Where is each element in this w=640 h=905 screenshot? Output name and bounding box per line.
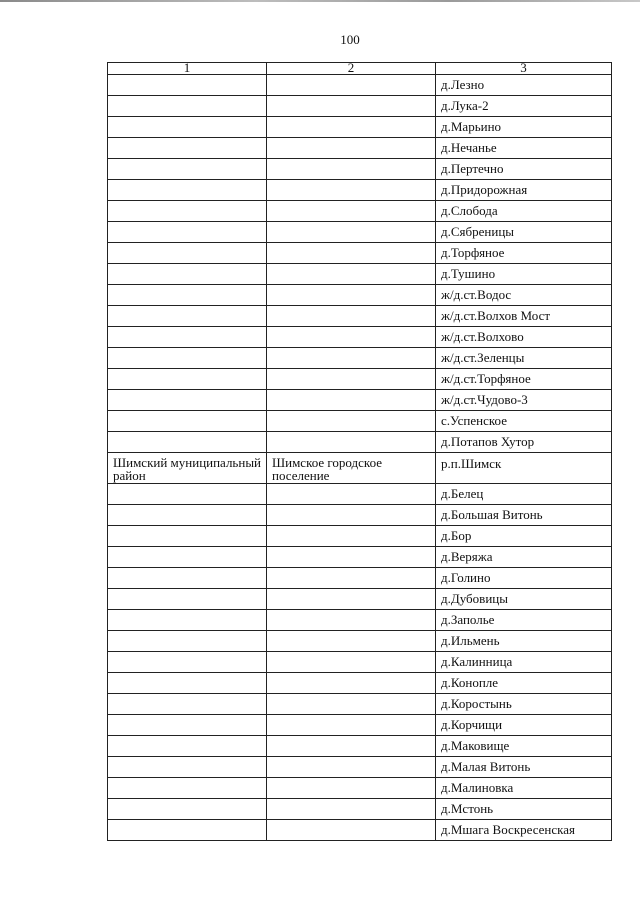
district-cell: [108, 589, 267, 610]
table-row: [108, 715, 612, 736]
settlement-cell: [267, 694, 436, 715]
settlement-cell: [267, 526, 436, 547]
locality-cell: д.Мшага Воскресенская: [436, 820, 612, 841]
table-row: [108, 736, 612, 757]
settlement-cell: [267, 589, 436, 610]
locality-cell: ж/д.ст.Водос: [436, 285, 612, 306]
settlement-cell: [267, 369, 436, 390]
settlement-cell: [267, 631, 436, 652]
settlement-cell: [267, 243, 436, 264]
settlement-cell: [267, 285, 436, 306]
district-cell: [108, 736, 267, 757]
settlement-cell: [267, 264, 436, 285]
settlement-cell: [267, 159, 436, 180]
table-row: [108, 757, 612, 778]
table-row: [108, 138, 612, 159]
settlement-cell: [267, 547, 436, 568]
locality-cell: ж/д.ст.Волхов Мост: [436, 306, 612, 327]
table-row: [108, 799, 612, 820]
settlement-cell: Шимское городское поселение: [267, 453, 436, 484]
settlement-cell: [267, 96, 436, 117]
district-cell: [108, 715, 267, 736]
locality-cell: д.Тушино: [436, 264, 612, 285]
settlement-cell: [267, 222, 436, 243]
locality-cell: д.Малая Витонь: [436, 757, 612, 778]
locality-cell: д.Дубовицы: [436, 589, 612, 610]
table-row: [108, 264, 612, 285]
locality-cell: д.Конопле: [436, 673, 612, 694]
table-row: [108, 243, 612, 264]
locality-cell: д.Корчищи: [436, 715, 612, 736]
settlement-cell: [267, 117, 436, 138]
settlement-cell: [267, 715, 436, 736]
district-cell: [108, 799, 267, 820]
district-cell: [108, 432, 267, 453]
table-row: [108, 117, 612, 138]
table-row: [108, 222, 612, 243]
locality-cell: ж/д.ст.Чудово-3: [436, 390, 612, 411]
table-row: [108, 631, 612, 652]
table-row: [108, 526, 612, 547]
district-cell: [108, 757, 267, 778]
locality-cell: д.Голино: [436, 568, 612, 589]
settlement-cell: [267, 432, 436, 453]
district-cell: [108, 264, 267, 285]
district-cell: [108, 526, 267, 547]
column-header-1: 1: [108, 63, 267, 75]
table-row: [108, 285, 612, 306]
district-cell: [108, 180, 267, 201]
district-cell: [108, 390, 267, 411]
settlement-cell: [267, 652, 436, 673]
district-cell: [108, 75, 267, 96]
table-row: [108, 348, 612, 369]
district-cell: [108, 568, 267, 589]
district-cell: [108, 243, 267, 264]
district-cell: [108, 820, 267, 841]
column-header-2: 2: [267, 63, 436, 75]
district-cell: [108, 694, 267, 715]
locality-cell: д.Потапов Хутор: [436, 432, 612, 453]
table-row: [108, 778, 612, 799]
table-row: [108, 694, 612, 715]
locality-cell: д.Лука-2: [436, 96, 612, 117]
table-row: [108, 505, 612, 526]
settlement-cell: [267, 610, 436, 631]
table-row: [108, 589, 612, 610]
locality-cell: д.Веряжа: [436, 547, 612, 568]
locality-cell: д.Пертечно: [436, 159, 612, 180]
settlement-cell: [267, 327, 436, 348]
locality-cell: д.Марьино: [436, 117, 612, 138]
district-cell: [108, 484, 267, 505]
district-cell: [108, 673, 267, 694]
locality-cell: д.Сябреницы: [436, 222, 612, 243]
district-cell: [108, 327, 267, 348]
settlement-cell: [267, 799, 436, 820]
settlement-cell: [267, 778, 436, 799]
table-row: [108, 201, 612, 222]
locality-cell: д.Ильмень: [436, 631, 612, 652]
table-row: [108, 652, 612, 673]
table-row: [108, 673, 612, 694]
locality-cell: д.Придорожная: [436, 180, 612, 201]
table-row: [108, 180, 612, 201]
table-row: [108, 820, 612, 841]
district-cell: [108, 631, 267, 652]
table-row: [108, 159, 612, 180]
locality-cell: д.Торфяное: [436, 243, 612, 264]
settlement-cell: [267, 568, 436, 589]
locality-cell: ж/д.ст.Зеленцы: [436, 348, 612, 369]
table-row: [108, 75, 612, 96]
settlement-cell: [267, 757, 436, 778]
district-cell: [108, 117, 267, 138]
table-row: [108, 547, 612, 568]
district-cell: [108, 222, 267, 243]
settlement-cell: [267, 201, 436, 222]
header-row: [108, 63, 612, 75]
settlement-cell: [267, 820, 436, 841]
district-cell: [108, 778, 267, 799]
settlement-cell: [267, 138, 436, 159]
district-cell: [108, 547, 267, 568]
locality-cell: д.Малиновка: [436, 778, 612, 799]
district-cell: [108, 652, 267, 673]
district-cell: [108, 159, 267, 180]
settlement-cell: [267, 390, 436, 411]
table-row: [108, 411, 612, 432]
settlement-cell: [267, 505, 436, 526]
district-cell: [108, 306, 267, 327]
district-cell: [108, 505, 267, 526]
table-row: [108, 432, 612, 453]
locality-cell: ж/д.ст.Волхово: [436, 327, 612, 348]
settlement-cell: [267, 484, 436, 505]
locality-cell: д.Лезно: [436, 75, 612, 96]
district-cell: [108, 138, 267, 159]
locality-cell: д.Мстонь: [436, 799, 612, 820]
table-row: [108, 327, 612, 348]
settlement-cell: [267, 306, 436, 327]
locality-cell: ж/д.ст.Торфяное: [436, 369, 612, 390]
table-row: [108, 369, 612, 390]
settlements-table: [107, 62, 612, 841]
locality-cell: д.Калинница: [436, 652, 612, 673]
locality-cell: с.Успенское: [436, 411, 612, 432]
district-cell: Шимский муниципальный район: [108, 453, 267, 484]
district-cell: [108, 411, 267, 432]
scan-top-edge: [0, 0, 640, 2]
locality-cell: д.Бор: [436, 526, 612, 547]
table-row: [108, 484, 612, 505]
table-body: [108, 75, 612, 841]
table-row: [108, 306, 612, 327]
district-cell: [108, 201, 267, 222]
district-cell: [108, 96, 267, 117]
column-header-3: 3: [436, 63, 612, 75]
locality-cell: д.Коростынь: [436, 694, 612, 715]
locality-cell: д.Белец: [436, 484, 612, 505]
district-cell: [108, 348, 267, 369]
table-row: [108, 453, 612, 484]
locality-cell: д.Слобода: [436, 201, 612, 222]
table-row: [108, 96, 612, 117]
district-cell: [108, 369, 267, 390]
locality-cell: д.Маковище: [436, 736, 612, 757]
table-header: [108, 63, 612, 75]
district-cell: [108, 610, 267, 631]
district-cell: [108, 285, 267, 306]
locality-cell: д.Нечанье: [436, 138, 612, 159]
settlement-cell: [267, 348, 436, 369]
settlement-cell: [267, 75, 436, 96]
table-row: [108, 610, 612, 631]
locality-cell: д.Большая Витонь: [436, 505, 612, 526]
locality-cell: д.Заполье: [436, 610, 612, 631]
page-number: 100: [340, 32, 360, 47]
table-row: [108, 568, 612, 589]
settlement-cell: [267, 673, 436, 694]
settlement-cell: [267, 180, 436, 201]
table-row: [108, 390, 612, 411]
settlement-cell: [267, 411, 436, 432]
locality-cell: р.п.Шимск: [436, 453, 612, 484]
settlement-cell: [267, 736, 436, 757]
